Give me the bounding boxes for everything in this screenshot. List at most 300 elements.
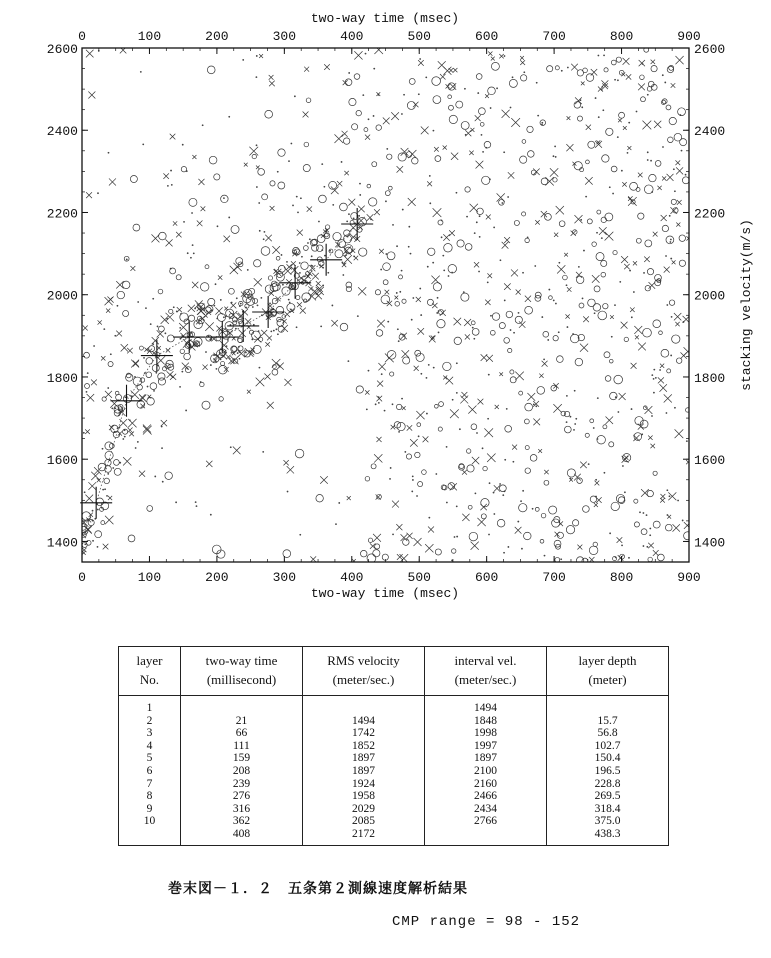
scatter-point-cross: [408, 198, 416, 206]
scatter-point-dot: [378, 402, 380, 404]
scatter-point-cross: [580, 344, 588, 352]
cell-value: 408: [232, 827, 251, 840]
scatter-point-cross: [662, 176, 666, 180]
scatter-point-dot: [181, 371, 183, 373]
scatter-point-dot: [321, 249, 323, 251]
scatter-point-dot: [588, 463, 590, 465]
scatter-point-dot: [673, 168, 675, 170]
x-tick-label-bottom: 900: [677, 570, 701, 585]
scatter-point-cross: [519, 321, 525, 327]
scatter-point-dot: [345, 251, 347, 253]
scatter-point-cross: [638, 83, 645, 90]
scatter-point-circle: [544, 480, 549, 485]
scatter-point-cross: [428, 527, 434, 533]
scatter-point-dot: [456, 536, 458, 538]
x-tick-label-top: 900: [677, 29, 701, 44]
scatter-point-cross: [188, 305, 195, 312]
scatter-point-dot: [145, 307, 147, 309]
scatter-point-dot: [487, 282, 489, 284]
scatter-point-dot: [472, 327, 474, 329]
scatter-point-dot: [437, 297, 439, 299]
scatter-point-circle: [238, 338, 242, 342]
scatter-point-cross: [377, 381, 383, 387]
scatter-point-cross: [535, 220, 540, 225]
cell-rms-velocity: [303, 715, 425, 728]
scatter-point-cross: [269, 81, 275, 87]
scatter-point-cross: [623, 58, 630, 65]
scatter-point-cross: [645, 406, 653, 414]
scatter-point-circle: [636, 187, 640, 191]
scatter-point-dot: [477, 92, 479, 94]
scatter-point-dot: [103, 328, 105, 330]
y-tick-label-left: 2000: [46, 288, 78, 304]
scatter-point-circle: [451, 549, 456, 554]
table-header-row: [119, 647, 669, 696]
scatter-point-circle: [588, 141, 595, 148]
scatter-point-cross: [425, 544, 433, 552]
cell-value: 362: [232, 815, 251, 828]
scatter-point-cross: [626, 74, 631, 79]
scatter-point-cross: [660, 364, 664, 368]
scatter-point-circle: [228, 288, 234, 294]
scatter-point-cross: [400, 333, 407, 340]
cell-value: 2466: [474, 790, 497, 803]
scatter-point-dot: [92, 564, 94, 566]
cell-interval-vel: [425, 696, 547, 715]
scatter-point-circle: [640, 75, 645, 80]
scatter-point-cross: [170, 374, 176, 380]
scatter-point-circle: [638, 213, 644, 219]
scatter-point-circle: [490, 330, 495, 335]
scatter-point-circle: [508, 348, 512, 352]
scatter-point-cross: [377, 320, 385, 328]
scatter-point-dot: [238, 346, 240, 348]
scatter-point-circle: [333, 232, 341, 240]
scatter-point-dot: [309, 238, 311, 240]
scatter-point-dot: [621, 170, 623, 172]
scatter-point-cross: [451, 153, 458, 160]
scatter-point-dot: [150, 323, 152, 325]
scatter-point-circle: [525, 468, 531, 474]
x-tick-label-bottom: 200: [205, 570, 229, 585]
cell-value: 3: [146, 727, 153, 740]
scatter-point-dot: [347, 360, 349, 362]
cell-value: 9: [146, 802, 153, 815]
scatter-point-cross: [475, 115, 481, 121]
scatter-point-dot: [582, 298, 584, 300]
scatter-point-dot: [609, 186, 611, 188]
scatter-point-dot: [322, 285, 324, 287]
cell-layer-no: [119, 715, 181, 728]
scatter-point-cross: [373, 534, 381, 542]
table-row: [119, 740, 669, 753]
scatter-point-circle: [525, 238, 529, 242]
scatter-point-dot: [210, 514, 212, 516]
scatter-point-cross: [244, 163, 248, 167]
scatter-point-dot: [597, 397, 599, 399]
scatter-point-dot: [373, 115, 375, 117]
scatter-point-dot: [566, 421, 568, 423]
scatter-point-dot: [493, 227, 495, 229]
cell-rms-velocity: [303, 765, 425, 778]
cell-value: 4: [146, 739, 153, 752]
scatter-point-cross: [471, 542, 479, 550]
scatter-point-cross: [538, 449, 542, 453]
scatter-point-cross: [311, 287, 319, 295]
scatter-point-dot: [533, 403, 535, 405]
scatter-point-cross: [673, 524, 680, 531]
scatter-point-circle: [346, 286, 351, 291]
scatter-point-dot: [84, 543, 86, 545]
scatter-point-dot: [570, 477, 572, 479]
scatter-point-dot: [488, 534, 490, 536]
scatter-point-circle: [653, 521, 660, 528]
scatter-point-cross: [520, 60, 525, 65]
scatter-point-cross: [86, 192, 92, 198]
scatter-point-dot: [490, 107, 492, 109]
scatter-point-cross: [650, 444, 655, 449]
scatter-point-circle: [295, 449, 304, 458]
scatter-point-circle: [412, 158, 418, 164]
scatter-point-cross: [206, 461, 212, 467]
cell-rms-velocity: [303, 778, 425, 791]
scatter-point-dot: [392, 224, 394, 226]
scatter-point-circle: [611, 60, 616, 65]
scatter-point-cross: [272, 246, 280, 254]
scatter-point-circle: [665, 524, 672, 531]
scatter-point-dot: [195, 501, 197, 503]
scatter-point-circle: [504, 338, 510, 344]
scatter-point-cross: [348, 199, 355, 206]
scatter-point-circle: [217, 350, 225, 358]
scatter-point-dot: [669, 241, 671, 243]
cell-interval-vel: [425, 790, 547, 803]
cell-layer-depth: [547, 740, 669, 753]
scatter-point-cross: [465, 334, 470, 339]
scatter-point-dot: [686, 440, 688, 442]
scatter-point-circle: [566, 526, 574, 534]
scatter-point-cross: [576, 272, 582, 278]
scatter-point-cross: [303, 112, 309, 118]
cmp-range: CMP range = 98 - 152: [392, 914, 581, 930]
scatter-point-dot: [140, 71, 142, 73]
y-tick-label-left: 1400: [46, 535, 78, 551]
scatter-point-circle: [624, 337, 628, 341]
pick-marker: [252, 296, 284, 328]
cell-interval-vel: [425, 765, 547, 778]
scatter-point-dot: [401, 270, 403, 272]
scatter-point-dot: [617, 79, 619, 81]
y-tick-label-right: 1800: [694, 370, 726, 386]
scatter-point-dot: [433, 130, 435, 132]
scatter-point-dot: [306, 300, 308, 302]
scatter-point-circle: [613, 250, 617, 254]
scatter-point-dot: [595, 97, 597, 99]
scatter-point-dot: [674, 407, 676, 409]
scatter-point-dot: [225, 315, 227, 317]
scatter-point-circle: [259, 337, 263, 341]
scatter-point-dot: [398, 431, 400, 433]
velocity-table-container: [118, 646, 668, 858]
scatter-point-dot: [252, 306, 254, 308]
scatter-point-cross: [269, 75, 274, 80]
scatter-point-circle: [488, 87, 496, 95]
scatter-point-dot: [87, 372, 89, 374]
cell-layer-depth: [547, 752, 669, 765]
plot-frame: [82, 48, 689, 562]
scatter-point-circle: [499, 485, 506, 492]
y-tick-label-right: 2200: [694, 206, 726, 222]
scatter-point-dot: [420, 314, 422, 316]
scatter-point-dot: [193, 252, 195, 254]
scatter-point-dot: [290, 309, 292, 311]
scatter-point-cross: [677, 200, 682, 205]
scatter-point-cross: [525, 296, 531, 302]
scatter-point-cross: [331, 186, 339, 194]
scatter-point-cross: [259, 54, 263, 58]
scatter-point-dot: [97, 192, 99, 194]
scatter-point-cross: [508, 172, 514, 178]
scatter-point-dot: [520, 500, 522, 502]
scatter-point-circle: [262, 194, 268, 200]
scatter-point-cross: [273, 269, 277, 273]
cell-value: 228.8: [594, 777, 621, 790]
scatter-point-circle: [671, 199, 676, 204]
scatter-point-cross: [649, 282, 656, 289]
scatter-point-dot: [299, 262, 301, 264]
scatter-point-circle: [397, 422, 405, 430]
scatter-point-dot: [344, 255, 346, 257]
scatter-point-dot: [107, 387, 109, 389]
table-row: [119, 778, 669, 791]
scatter-point-circle: [519, 391, 523, 395]
scatter-point-cross: [408, 150, 416, 158]
scatter-point-dot: [342, 274, 344, 276]
scatter-point-dot: [277, 171, 279, 173]
scatter-point-dot: [428, 517, 430, 519]
cell-value: 1848: [474, 714, 497, 727]
scatter-point-cross: [192, 282, 198, 288]
scatter-point-dot: [230, 446, 232, 448]
scatter-point-circle: [149, 346, 155, 352]
scatter-point-circle: [645, 286, 650, 291]
scatter-point-circle: [387, 154, 392, 159]
cell-rms-velocity: [303, 790, 425, 803]
scatter-point-circle: [575, 358, 583, 366]
scatter-point-circle: [679, 235, 685, 241]
scatter-point-dot: [536, 82, 538, 84]
scatter-point-cross: [624, 264, 629, 269]
scatter-point-dot: [636, 111, 638, 113]
scatter-point-circle: [219, 397, 223, 401]
scatter-point-circle: [514, 220, 519, 225]
cell-value: 2766: [474, 815, 497, 828]
scatter-point-dot: [510, 329, 512, 331]
scatter-point-dot: [627, 152, 629, 154]
scatter-point-cross: [176, 232, 181, 237]
scatter-point-dot: [614, 304, 616, 306]
scatter-point-dot: [522, 272, 524, 274]
scatter-point-cross: [105, 516, 113, 524]
scatter-point-circle: [231, 225, 239, 233]
scatter-point-cross: [267, 336, 272, 341]
scatter-point-cross: [374, 209, 380, 215]
scatter-point-circle: [371, 464, 376, 469]
scatter-point-circle: [480, 122, 484, 126]
scatter-point-circle: [375, 544, 380, 549]
scatter-point-dot: [543, 358, 545, 360]
pick-marker: [173, 321, 205, 353]
scatter-point-circle: [590, 419, 594, 423]
scatter-point-dot: [410, 253, 412, 255]
cell-value: 1897: [474, 752, 497, 765]
scatter-point-dot: [521, 548, 523, 550]
scatter-point-cross: [315, 292, 322, 299]
scatter-point-circle: [403, 357, 410, 364]
scatter-point-cross: [109, 178, 116, 185]
scatter-point-circle: [200, 283, 208, 291]
scatter-point-circle: [282, 287, 290, 295]
scatter-point-dot: [152, 343, 154, 345]
scatter-point-dot: [171, 184, 173, 186]
scatter-point-circle: [481, 514, 486, 519]
scatter-point-cross: [402, 350, 410, 358]
scatter-point-circle: [376, 330, 383, 337]
scatter-point-dot: [489, 178, 491, 180]
scatter-point-circle: [443, 362, 451, 370]
scatter-point-dot: [580, 219, 582, 221]
scatter-point-dot: [288, 299, 290, 301]
scatter-point-dot: [210, 338, 212, 340]
y-tick-label-right: 2400: [694, 124, 726, 140]
scatter-point-circle: [549, 296, 553, 300]
scatter-point-dot: [438, 332, 440, 334]
scatter-point-dot: [649, 534, 651, 536]
scatter-point-circle: [84, 352, 90, 358]
scatter-point-dot: [320, 325, 322, 327]
scatter-point-cross: [664, 267, 670, 273]
scatter-point-cross: [553, 383, 558, 388]
scatter-point-circle: [505, 425, 512, 432]
scatter-point-dot: [257, 304, 259, 306]
figure-caption: 巻末図－１．２ 五条第２測線速度解析結果: [168, 881, 468, 897]
scatter-point-cross: [487, 273, 492, 278]
y-tick-label-left: 1600: [46, 453, 78, 469]
scatter-point-cross: [413, 102, 419, 108]
scatter-point-cross: [486, 355, 493, 362]
cell-value: 1924: [352, 777, 375, 790]
scatter-point-dot: [401, 113, 403, 115]
scatter-point-circle: [522, 212, 526, 216]
scatter-point-circle: [574, 162, 582, 170]
scatter-point-circle: [388, 186, 392, 190]
scatter-point-circle: [123, 310, 129, 316]
scatter-point-dot: [228, 116, 230, 118]
scatter-point-cross: [675, 322, 679, 326]
scatter-point-dot: [418, 93, 420, 95]
scatter-point-cross: [533, 168, 540, 175]
scatter-point-dot: [143, 357, 145, 359]
header-rms-velocity: RMS velocity (meter/sec.): [303, 647, 425, 696]
scatter-point-cross: [610, 315, 614, 319]
scatter-point-dot: [595, 479, 597, 481]
scatter-point-cross: [402, 406, 406, 410]
scatter-point-cross: [644, 256, 650, 262]
scatter-point-circle: [165, 472, 173, 480]
scatter-point-cross: [394, 296, 398, 300]
x-tick-label-top: 100: [137, 29, 162, 44]
scatter-point-circle: [472, 328, 479, 335]
scatter-point-dot: [593, 427, 595, 429]
scatter-point-cross: [152, 337, 159, 344]
scatter-point-dot: [321, 163, 323, 165]
scatter-point-cross: [502, 110, 510, 118]
scatter-point-dot: [671, 316, 673, 318]
cell-value: 1: [146, 702, 153, 714]
scatter-point-cross: [470, 204, 478, 212]
scatter-point-cross: [143, 424, 151, 432]
scatter-point-dot: [643, 545, 645, 547]
cell-layer-depth: [547, 803, 669, 816]
scatter-point-cross: [297, 230, 303, 236]
scatter-point-cross: [256, 166, 260, 170]
scatter-point-cross: [630, 307, 635, 312]
scatter-point-dot: [428, 364, 430, 366]
cell-interval-vel: [425, 752, 547, 765]
scatter-point-circle: [208, 298, 215, 305]
scatter-point-dot: [544, 555, 546, 557]
scatter-point-cross: [357, 217, 364, 224]
scatter-point-cross: [585, 177, 593, 185]
scatter-point-dot: [385, 200, 387, 202]
scatter-point-dot: [240, 303, 242, 305]
scatter-point-dot: [398, 340, 400, 342]
scatter-point-dot: [137, 301, 139, 303]
scatter-point-dot: [311, 255, 313, 257]
scatter-point-dot: [180, 313, 182, 315]
cell-layer-no: [119, 815, 181, 828]
scatter-point-dot: [213, 354, 215, 356]
scatter-point-cross: [440, 74, 446, 80]
scatter-point-dot: [223, 197, 225, 199]
cell-rms-velocity: [303, 815, 425, 828]
scatter-point-circle: [105, 459, 111, 465]
scatter-point-dot: [669, 495, 671, 497]
scatter-point-cross: [106, 309, 110, 313]
scatter-point-cross: [391, 425, 396, 430]
scatter-point-circle: [491, 62, 499, 70]
scatter-point-dot: [674, 190, 676, 192]
x-tick-label-top: 300: [272, 29, 297, 44]
scatter-point-cross: [131, 360, 139, 368]
scatter-point-cross: [133, 361, 139, 367]
scatter-point-cross: [143, 426, 152, 435]
scatter-point-dot: [217, 225, 219, 227]
scatter-point-cross: [334, 134, 343, 143]
scatter-point-circle: [95, 531, 102, 538]
cell-interval-vel: [425, 715, 547, 728]
scatter-point-circle: [253, 298, 258, 303]
scatter-point-circle: [170, 268, 176, 274]
scatter-point-cross: [642, 121, 651, 130]
scatter-point-cross: [247, 390, 251, 394]
scatter-point-dot: [649, 528, 651, 530]
scatter-point-dot: [578, 266, 580, 268]
scatter-point-cross: [416, 411, 424, 419]
scatter-point-circle: [417, 423, 421, 427]
scatter-point-dot: [441, 219, 443, 221]
scatter-point-circle: [133, 224, 140, 231]
